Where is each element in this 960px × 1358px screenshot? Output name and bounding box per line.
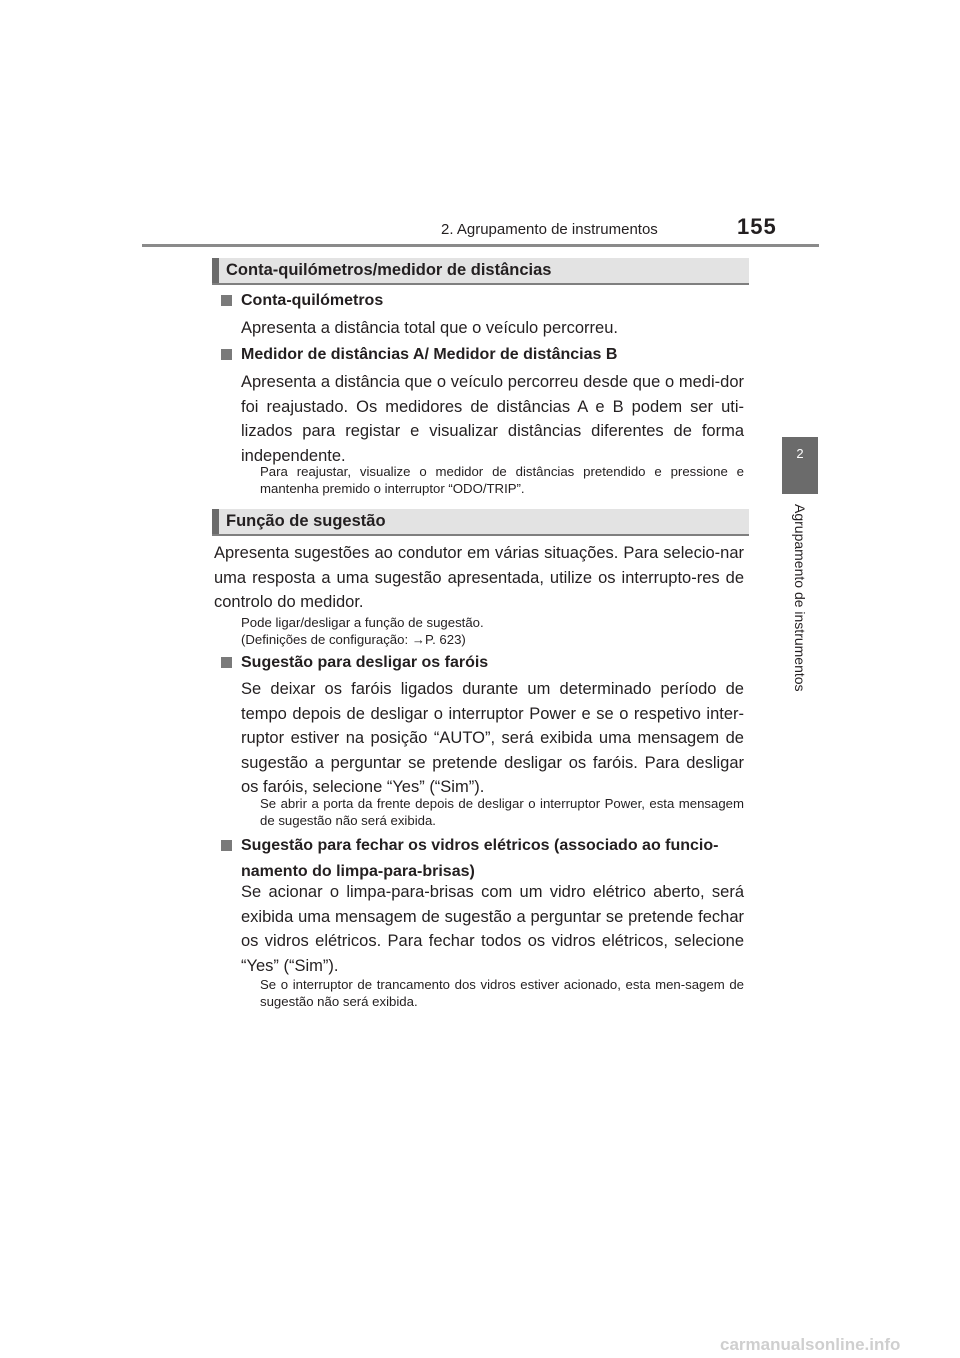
subheading-trip-meters: [221, 342, 617, 368]
heading-accent: [212, 258, 219, 283]
subheading-windows-suggestion: [221, 833, 743, 885]
section-heading-suggestion: [212, 509, 749, 536]
subheading-label: Sugestão para fechar os vidros elétricos (associado ao funcio-namento do limpa-para-brisas): [241, 837, 719, 880]
note-suggestion-toggle-line2: (Definições de configuração: →P. 623): [241, 632, 466, 647]
paragraph-windows-suggestion: Se acionar o limpa-para-brisas com um vidro elétrico aberto, será exibida uma mensagem de sugestão a perguntar se pretende fechar os vidros elétricos. Para fechar todos os vidros elétricos, selecione “Yes” (“Sim”).: [241, 883, 744, 975]
subheading-headlights-suggestion: [221, 650, 488, 676]
note-suggestion-toggle-line1: Pode ligar/desligar a função de sugestão.: [241, 615, 484, 630]
bullet-square-icon: [221, 657, 232, 668]
chapter-tab-title-wrap: [782, 504, 818, 704]
note-headlights-suggestion: Se abrir a porta da frente depois de desligar o interruptor Power, esta mensagem de sugestão não será exibida.: [260, 796, 744, 828]
section-title: 2. Agrupamento de instrumentos: [441, 221, 658, 238]
paragraph-suggestion-intro: Apresenta sugestões ao condutor em várias situações. Para selecio-nar uma resposta a uma sugestão apresentada, utilize os interrupto-res de controlo do medidor.: [214, 544, 744, 611]
watermark: carmanualsonline.info: [720, 1335, 901, 1354]
section-heading-label: Função de sugestão: [226, 512, 386, 530]
chapter-tab-title: Agrupamento de instrumentos: [792, 504, 808, 692]
bullet-square-icon: [221, 840, 232, 851]
subheading-odometer: [221, 288, 383, 314]
paragraph-odometer: Apresenta a distância total que o veículo percorreu.: [241, 319, 618, 337]
subheading-label: Medidor de distâncias A/ Medidor de distâncias B: [241, 346, 618, 363]
note-windows-suggestion: Se o interruptor de trancamento dos vidros estiver acionado, esta men-sagem de sugestão não será exibida.: [260, 977, 744, 1009]
header-divider: [142, 244, 819, 247]
section-heading-odometer: [212, 258, 749, 285]
paragraph-trip-meters: Apresenta a distância que o veículo percorreu desde que o medi-dor foi reajustado. Os medidores de distâncias A e B podem ser uti-lizados para registar e visualizar distâncias diferentes de forma independente.: [241, 373, 744, 465]
bullet-square-icon: [221, 295, 232, 306]
page-number: 155: [737, 214, 777, 239]
heading-accent: [212, 509, 219, 534]
subheading-label: Sugestão para desligar os faróis: [241, 654, 489, 671]
bullet-square-icon: [221, 349, 232, 360]
subheading-label: Conta-quilómetros: [241, 292, 384, 309]
note-trip-reset: Para reajustar, visualize o medidor de distâncias pretendido e pressione e mantenha premido o interruptor “ODO/TRIP”.: [260, 464, 744, 496]
section-heading-label: Conta-quilómetros/medidor de distâncias: [226, 261, 552, 279]
chapter-tab-number: 2: [796, 446, 804, 461]
paragraph-headlights-suggestion: Se deixar os faróis ligados durante um determinado período de tempo depois de desligar o interruptor Power e se o respetivo inter-ruptor estiver na posição “AUTO”, será exibida uma mensagem de sugestão a perguntar se pretende desligar os faróis. Para desligar os faróis, selecione “Yes” (“Sim”).: [241, 680, 744, 796]
